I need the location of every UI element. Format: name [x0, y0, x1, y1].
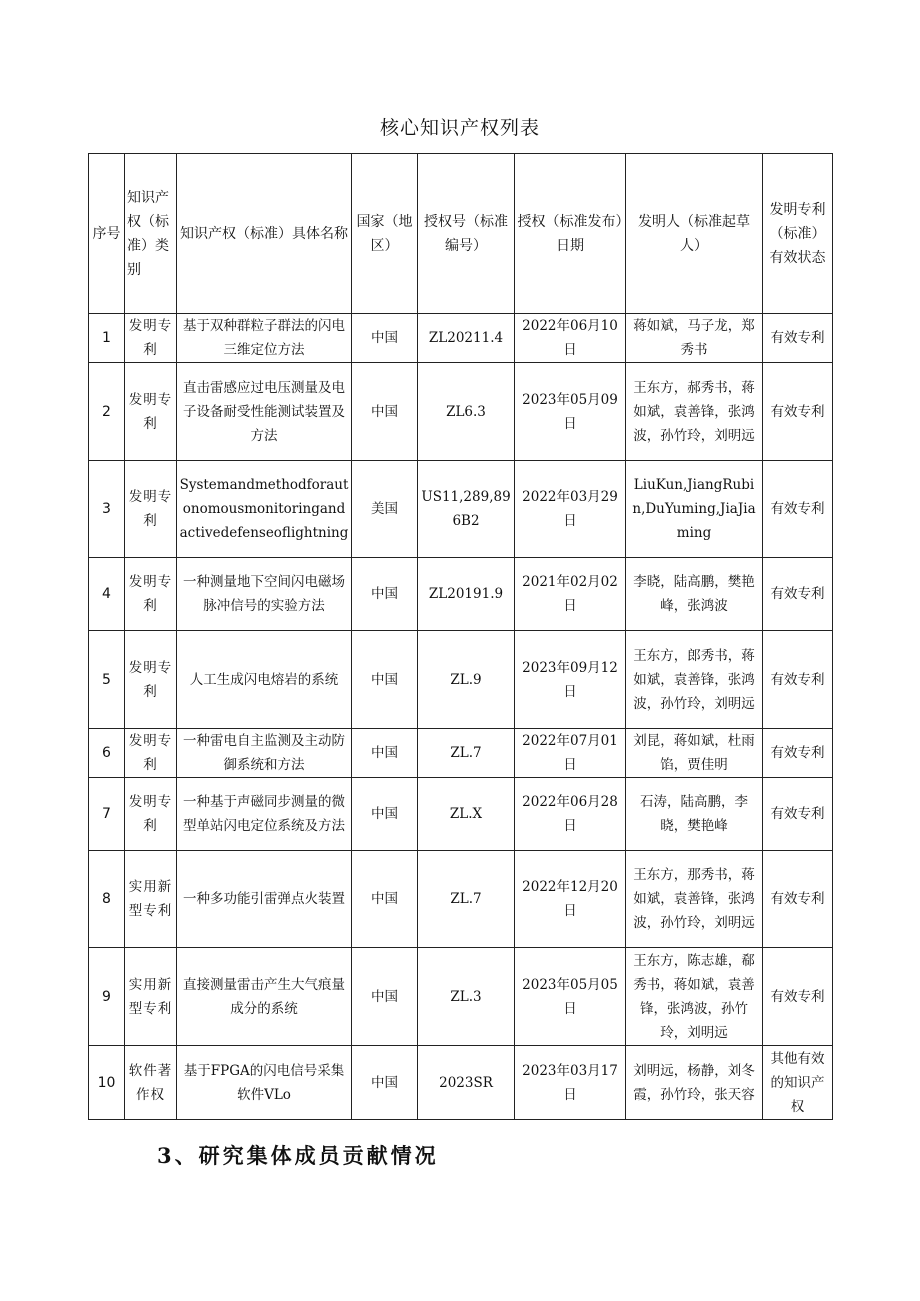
status: 有效专利 — [763, 461, 833, 558]
ip-name: Systemandmethodforautonomousmonitoringandactivedefenseoflightning — [177, 461, 352, 558]
grant-date: 2021年02月02日 — [515, 558, 626, 631]
table-title: 核心知识产权列表 — [379, 117, 540, 139]
country: 中国 — [352, 1046, 418, 1120]
header-cell: 国家（地区） — [352, 154, 418, 314]
row-number: 4 — [89, 558, 125, 631]
country: 中国 — [352, 314, 418, 363]
row-number: 6 — [89, 729, 125, 778]
inventors: 王东方，郝秀书，蒋如斌，袁善锋，张鸿波，孙竹玲，刘明远 — [626, 363, 763, 461]
country: 中国 — [352, 363, 418, 461]
grant-date: 2023年09月12日 — [515, 631, 626, 729]
ip-name: 一种基于声磁同步测量的微型单站闪电定位系统及方法 — [177, 778, 352, 851]
inventors: 刘昆，蒋如斌，杜雨馅，贾佳明 — [626, 729, 763, 778]
grant-date: 2023年05月09日 — [515, 363, 626, 461]
grant-number: ZL.7 — [418, 729, 515, 778]
table-row — [89, 461, 833, 558]
inventors: 蒋如斌，马子龙，郑秀书 — [626, 314, 763, 363]
status: 其他有效的知识产权 — [763, 1046, 833, 1120]
country: 美国 — [352, 461, 418, 558]
inventors: 王东方，郎秀书，蒋如斌，袁善锋，张鸿波，孙竹玲，刘明远 — [626, 631, 763, 729]
status: 有效专利 — [763, 558, 833, 631]
ip-name: 直击雷感应过电压测量及电子设备耐受性能测试装置及方法 — [177, 363, 352, 461]
ip-type: 发明专利 — [125, 461, 177, 558]
grant-number: ZL20191.9 — [418, 558, 515, 631]
row-number: 9 — [89, 948, 125, 1046]
row-number: 3 — [89, 461, 125, 558]
status: 有效专利 — [763, 729, 833, 778]
header-cell: 授权号（标准编号） — [418, 154, 515, 314]
table-row — [89, 558, 833, 631]
row-number: 5 — [89, 631, 125, 729]
ip-type: 实用新型专利 — [125, 948, 177, 1046]
row-number: 10 — [89, 1046, 125, 1120]
header-cell: 发明人（标准起草人） — [626, 154, 763, 314]
ip-type: 软件著作权 — [125, 1046, 177, 1120]
grant-number: 2023SR — [418, 1046, 515, 1120]
country: 中国 — [352, 851, 418, 948]
row-number: 1 — [89, 314, 125, 363]
grant-date: 2022年07月01日 — [515, 729, 626, 778]
header-cell: 序号 — [89, 154, 125, 314]
inventors: 王东方，陈志雄，郗秀书，蒋如斌，袁善锋，张鸿波，孙竹玲，刘明远 — [626, 948, 763, 1046]
ip-type: 发明专利 — [125, 778, 177, 851]
grant-date: 2022年03月29日 — [515, 461, 626, 558]
status: 有效专利 — [763, 314, 833, 363]
inventors: 李晓，陆高鹏，樊艳峰，张鸿波 — [626, 558, 763, 631]
table-row — [89, 851, 833, 948]
row-number: 8 — [89, 851, 125, 948]
status: 有效专利 — [763, 851, 833, 948]
grant-number: ZL.7 — [418, 851, 515, 948]
header-cell: 知识产权（标准）具体名称 — [177, 154, 352, 314]
row-number: 2 — [89, 363, 125, 461]
grant-date: 2022年06月10日 — [515, 314, 626, 363]
country: 中国 — [352, 631, 418, 729]
grant-number: ZL20211.4 — [418, 314, 515, 363]
ip-table — [88, 153, 833, 1120]
grant-date: 2022年12月20日 — [515, 851, 626, 948]
ip-name: 一种测量地下空间闪电磁场脉冲信号的实验方法 — [177, 558, 352, 631]
ip-type: 发明专利 — [125, 363, 177, 461]
ip-type: 发明专利 — [125, 631, 177, 729]
grant-number: ZL6.3 — [418, 363, 515, 461]
grant-number: ZL.9 — [418, 631, 515, 729]
country: 中国 — [352, 729, 418, 778]
ip-name: 一种多功能引雷弹点火装置 — [177, 851, 352, 948]
ip-type: 发明专利 — [125, 729, 177, 778]
ip-name: 基于双种群粒子群法的闪电三维定位方法 — [177, 314, 352, 363]
header-row — [89, 154, 833, 314]
inventors: 刘明远，杨静，刘冬霞，孙竹玲，张天容 — [626, 1046, 763, 1120]
grant-number: US11,289,896B2 — [418, 461, 515, 558]
grant-number: ZL.3 — [418, 948, 515, 1046]
inventors: 王东方，那秀书，蒋如斌，袁善锋，张鸿波，孙竹玲，刘明远 — [626, 851, 763, 948]
section-heading: 3、研究集体成员贡献情况 — [157, 1143, 439, 1168]
ip-type: 发明专利 — [125, 314, 177, 363]
country: 中国 — [352, 778, 418, 851]
table-row — [89, 363, 833, 461]
grant-date: 2022年06月28日 — [515, 778, 626, 851]
table-row — [89, 631, 833, 729]
table-row — [89, 1046, 833, 1120]
grant-date: 2023年05月05日 — [515, 948, 626, 1046]
status: 有效专利 — [763, 631, 833, 729]
grant-number: ZL.X — [418, 778, 515, 851]
inventors: 石涛，陆高鹏，李晓，樊艳峰 — [626, 778, 763, 851]
table-row — [89, 948, 833, 1046]
status: 有效专利 — [763, 948, 833, 1046]
ip-type: 实用新型专利 — [125, 851, 177, 948]
country: 中国 — [352, 558, 418, 631]
table-row — [89, 729, 833, 778]
inventors: LiuKun,JiangRubin,DuYuming,JiaJiaming — [626, 461, 763, 558]
ip-name: 基于FPGA的闪电信号采集软件VLo — [177, 1046, 352, 1120]
row-number: 7 — [89, 778, 125, 851]
ip-name: 人工生成闪电熔岩的系统 — [177, 631, 352, 729]
header-cell: 知识产权（标准）类别 — [125, 154, 177, 314]
country: 中国 — [352, 948, 418, 1046]
status: 有效专利 — [763, 363, 833, 461]
grant-date: 2023年03月17日 — [515, 1046, 626, 1120]
header-cell: 发明专利（标准）有效状态 — [763, 154, 833, 314]
status: 有效专利 — [763, 778, 833, 851]
header-cell: 授权（标准发布）日期 — [515, 154, 626, 314]
ip-name: 一种雷电自主监测及主动防御系统和方法 — [177, 729, 352, 778]
table-row — [89, 778, 833, 851]
ip-name: 直接测量雷击产生大气痕量成分的系统 — [177, 948, 352, 1046]
ip-type: 发明专利 — [125, 558, 177, 631]
table-row — [89, 314, 833, 363]
